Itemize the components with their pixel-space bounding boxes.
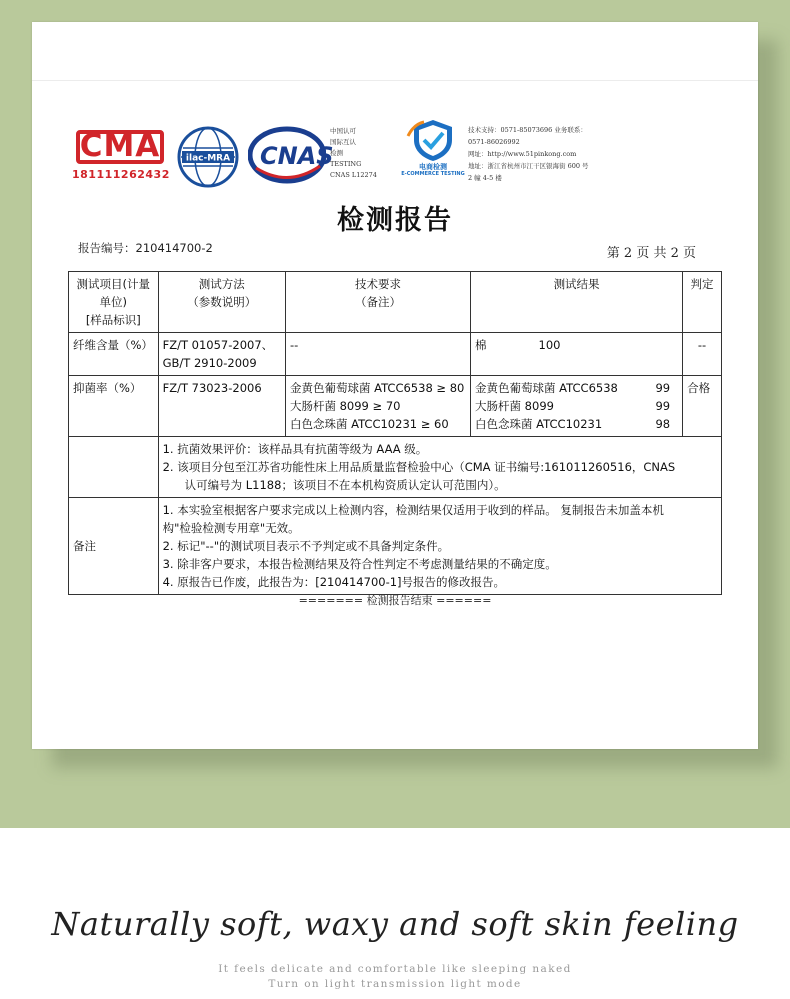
cert-line: 国际互认 <box>330 138 356 146</box>
row-judgement: -- <box>683 333 722 376</box>
paper-scan-line <box>32 80 758 81</box>
result-name: 金黄色葡萄球菌 ATCC6538 <box>475 381 618 395</box>
table-row <box>69 333 722 376</box>
remarks-cell <box>158 498 721 595</box>
ecommerce-label-cn: 电商检测 <box>419 163 447 171</box>
result-name: 白色念珠菌 ATCC10231 <box>475 417 603 431</box>
header-item-line: 测试项目(计量 <box>76 277 151 291</box>
cnas-logo-text: CNAS <box>260 142 334 170</box>
table-header-row <box>69 272 722 333</box>
requirement-line: 白色念珠菌 ATCC10231 ≥ 60 <box>289 417 449 431</box>
result-line <box>475 336 678 354</box>
report-end-marker: ======= 检测报告结束 ====== <box>298 594 492 607</box>
requirement-line: 金黄色葡萄球菌 ATCC6538 ≥ 80 <box>289 381 465 395</box>
result-name: 大肠杆菌 8099 <box>475 399 554 413</box>
report-number: 报告编号：210414700-2 <box>78 241 213 255</box>
ecommerce-testing-logo <box>394 118 472 182</box>
page-info: 第 2 页 共 2 页 <box>606 246 696 261</box>
ecommerce-label-en: E-COMMERCE TESTING <box>401 171 465 177</box>
remark-line: 3. 除非客户要求，本报告检测结果及符合性判定不考虑测量结果的不确定度。 <box>162 557 557 571</box>
row-judgement: 合格 <box>683 376 722 437</box>
contact-line: 2 幢 4-5 楼 <box>468 174 502 182</box>
result-value: 100 <box>538 338 561 352</box>
result-line <box>475 379 678 397</box>
contact-line: 网址：http://www.51pinkong.com <box>468 150 577 158</box>
result-value: 99 <box>655 381 671 395</box>
ilac-globe-icon <box>177 126 239 188</box>
slogan-subtitle-1: It feels delicate and comfortable like sleeping naked <box>218 963 572 975</box>
header-method-line: 测试方法 <box>198 277 245 291</box>
method-line: GB/T 2910-2009 <box>162 356 257 370</box>
header-method <box>158 272 285 333</box>
remark-line: 2. 标记"--"的测试项目表示不予判定或不具备判定条件。 <box>162 539 450 553</box>
header-item <box>69 272 159 333</box>
row-requirement <box>285 376 470 437</box>
row-result <box>471 376 683 437</box>
remark-line: 4. 原报告已作废，此报告为：[210414700-1]号报告的修改报告。 <box>162 575 506 589</box>
result-line <box>475 397 678 415</box>
header-item-line: 单位) <box>99 295 128 309</box>
result-name: 棉 <box>475 338 487 352</box>
result-line <box>475 415 678 433</box>
contact-line: 0571-86026992 <box>468 138 520 146</box>
note-line: 1. 抗菌效果评价：该样品具有抗菌等级为 AAA 级。 <box>162 442 428 456</box>
header-result: 测试结果 <box>471 272 683 333</box>
slogan-subtitle-2: Turn on light transmission light mode <box>268 978 522 990</box>
report-title: 检测报告 <box>337 205 453 236</box>
cma-logo-text: CMA <box>79 128 161 164</box>
header-requirement-line: （备注） <box>354 295 401 309</box>
row-item: 纤维含量（%） <box>69 333 159 376</box>
header-item-line: [样品标识] <box>85 313 141 327</box>
remark-line: 1. 本实验室根据客户要求完成以上检测内容，检测结果仅适用于收到的样品。 复制报告未加盖本机 <box>162 503 664 517</box>
header-method-line: （参数说明） <box>187 295 257 309</box>
header-requirement <box>285 272 470 333</box>
row-method <box>158 333 285 376</box>
shield-check-icon <box>394 118 472 162</box>
cert-line: TESTING <box>330 160 362 168</box>
cert-line: 中国认可 <box>330 127 356 135</box>
contact-info <box>468 124 658 184</box>
notes-cell <box>158 437 721 498</box>
report-paper <box>32 22 758 749</box>
remarks-row <box>69 498 722 595</box>
remarks-label: 备注 <box>69 498 159 595</box>
note-line: 认可编号为 L1188；该项目不在本机构资质认定认可范围内）。 <box>184 478 506 492</box>
contact-line: 技术支持：0571-85073696 业务联系： <box>468 126 587 134</box>
test-results-table <box>68 271 722 595</box>
notes-row <box>69 437 722 498</box>
header-judgement: 判定 <box>683 272 722 333</box>
cma-number: 181111262432 <box>72 168 170 181</box>
contact-line: 地址：浙江省杭州市江干区银海街 600 号 <box>468 162 589 170</box>
cma-logo <box>72 126 168 184</box>
cnas-logo <box>248 126 334 184</box>
notes-label-cell <box>69 437 159 498</box>
row-result <box>471 333 683 376</box>
remark-line: 构"检验检测专用章"无效。 <box>162 521 300 535</box>
ilac-mra-logo <box>177 126 239 188</box>
result-value: 98 <box>655 417 671 431</box>
header-requirement-line: 技术要求 <box>354 277 401 291</box>
row-method: FZ/T 73023-2006 <box>158 376 285 437</box>
cert-line: CNAS L12274 <box>330 171 377 179</box>
row-item: 抑菌率（%） <box>69 376 159 437</box>
ilac-text: ilac-MRA <box>185 153 231 164</box>
note-line: 2. 该项目分包至江苏省功能性床上用品质量监督检验中心（CMA 证书编号:161011260516，CNAS <box>162 460 676 474</box>
row-requirement: -- <box>285 333 470 376</box>
cert-statement <box>330 126 390 181</box>
result-value: 99 <box>655 399 671 413</box>
requirement-line: 大肠杆菌 8099 ≥ 70 <box>289 399 401 413</box>
method-line: FZ/T 01057-2007、 <box>162 338 274 352</box>
cert-line: 检测 <box>330 149 343 157</box>
table-row <box>69 376 722 437</box>
slogan-heading: Naturally soft, waxy and soft skin feeling <box>51 905 739 943</box>
